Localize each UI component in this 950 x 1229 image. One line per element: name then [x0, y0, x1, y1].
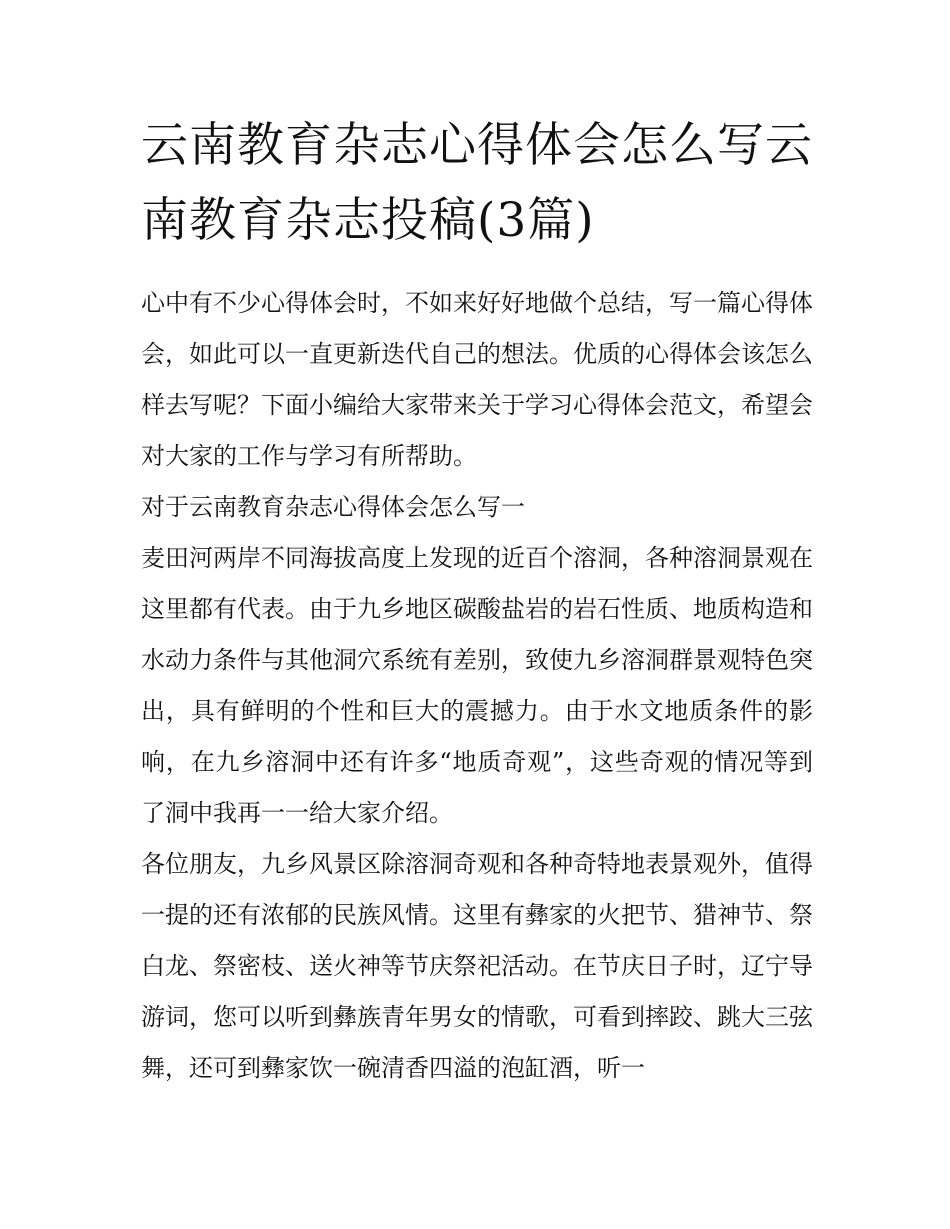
document-title: 云南教育杂志心得体会怎么写云南教育杂志投稿(3篇)	[141, 118, 813, 248]
section-heading: 对于云南教育杂志心得体会怎么写一	[141, 493, 525, 521]
intro-paragraph: 心中有不少心得体会时，不如来好好地做个总结，写一篇心得体会，如此可以一直更新迭代自己的想法。优质的心得体会该怎么样去写呢？下面小编给大家带来关于学习心得体会范文，希望会对大家的工作与学习有所帮助。	[141, 289, 813, 470]
body-paragraph: 各位朋友，九乡风景区除溶洞奇观和各种奇特地表景观外，值得一提的还有浓郁的民族风情。这里有彝家的火把节、猎神节、祭白龙、祭密枝、送火神等节庆祭祀活动。在节庆日子时，辽宁导游词，您可以听到彝族青年男女的情歌，可看到摔跤、跳大三弦舞，还可到彝家饮一碗清香四溢的泡缸酒，听一	[141, 850, 813, 1082]
document-page	[141, 108, 813, 1094]
document-body	[141, 278, 813, 1094]
body-paragraph: 麦田河两岸不同海拔高度上发现的近百个溶洞，各种溶洞景观在这里都有代表。由于九乡地区碳酸盐岩的岩石性质、地质构造和水动力条件与其他洞穴系统有差别，致使九乡溶洞群景观特色突出，具有鲜明的个性和巨大的震撼力。由于水文地质条件的影响，在九乡溶洞中还有许多“地质奇观”，这些奇观的情况等到了洞中我再一一给大家介绍。	[141, 544, 813, 827]
